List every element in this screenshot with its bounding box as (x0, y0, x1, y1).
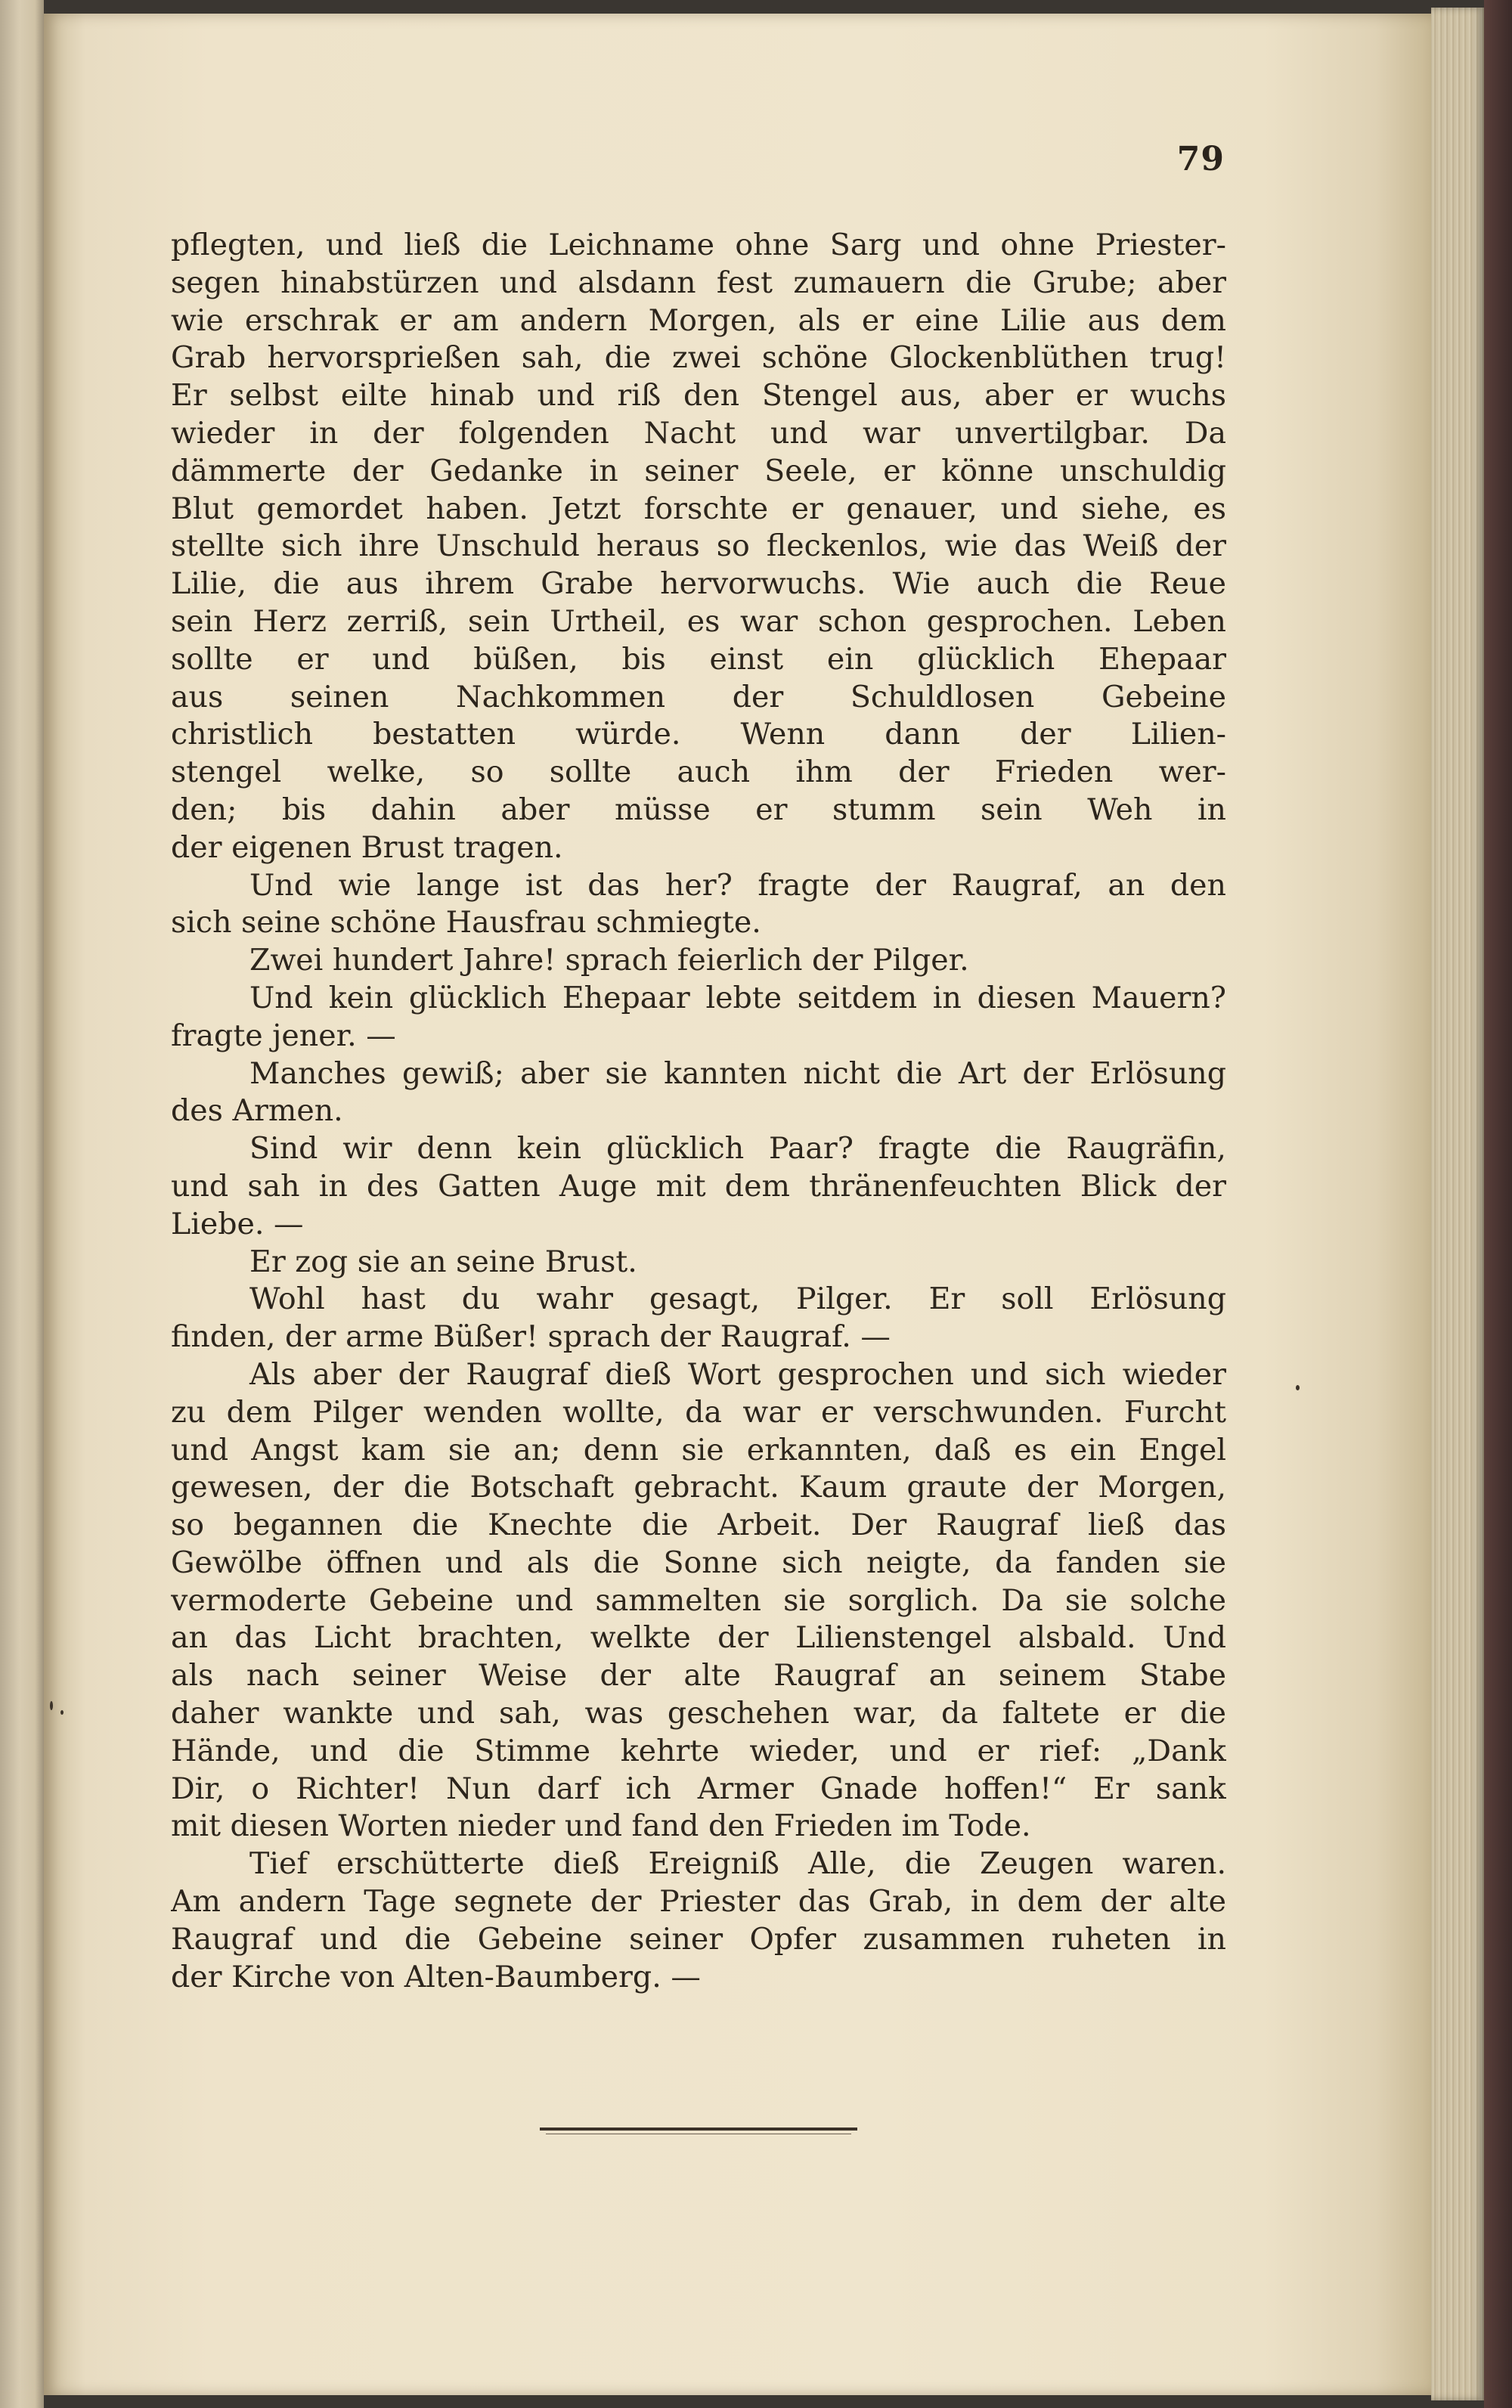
text-line: mit diesen Worten nieder und fand den Frieden im Tode. (171, 1808, 1031, 1844)
text-line: Zwei hundert Jahre! sprach feierlich der Pilger. (249, 943, 969, 978)
text-line: den; bis dahin aber müsse er stumm sein Weh in (171, 792, 1226, 827)
text-line: Am andern Tage segnete der Priester das Grab, in dem der alte (171, 1884, 1226, 1920)
text-line: der Kirche von Alten-Baumberg. — (171, 1959, 701, 1994)
text-line: sein Herz zerriß, sein Urtheil, es war schon gesprochen. Leben (171, 603, 1226, 639)
text-line: und sah in des Gatten Auge mit dem thränenfeuchten Blick der (171, 1168, 1226, 1204)
text-line: Blut gemordet haben. Jetzt forschte er genauer, und siehe, es (171, 491, 1226, 526)
text-line: sollte er und büßen, bis einst ein glücklich Ehepaar (171, 641, 1226, 677)
text-line: segen hinabstürzen und alsdann fest zumauern die Grube; aber (171, 265, 1226, 300)
text-line: Als aber der Raugraf dieß Wort gesprochen und sich wieder (249, 1356, 1226, 1392)
text-line: wie erschrak er am andern Morgen, als er eine Lilie aus dem (171, 302, 1226, 338)
text-line: Grab hervorsprießen sah, die zwei schöne Glockenblüthen trug! (171, 340, 1226, 376)
text-line: als nach seiner Weise der alte Raugraf an seinem Stabe (171, 1658, 1226, 1694)
text-line: stellte sich ihre Unschuld heraus so fleckenlos, wie das Weiß der (171, 528, 1226, 564)
text-line: Liebe. — (171, 1206, 304, 1241)
text-line: christlich bestatten würde. Wenn dann der Lilien- (171, 717, 1226, 752)
text-line: Er selbst eilte hinab und riß den Stengel aus, aber er wuchs (171, 378, 1226, 414)
paper-speck (50, 1701, 53, 1710)
previous-page-edge (0, 0, 44, 2408)
text-line: Lilie, die aus ihrem Grabe hervorwuchs. Wie auch die Reue (171, 566, 1226, 602)
page-number: 79 (1176, 140, 1225, 178)
text-line: dämmerte der Gedanke in seiner Seele, er könne unschuldig (171, 453, 1226, 488)
text-line: Sind wir denn kein glücklich Paar? fragte die Raugräfin, (249, 1131, 1226, 1167)
text-line: Tief erschütterte dieß Ereigniß Alle, die Zeugen waren. (249, 1846, 1226, 1882)
text-line: an das Licht brachten, welkte der Lilienstengel alsbald. Und (171, 1620, 1226, 1656)
text-line: finden, der arme Büßer! sprach der Raugraf. — (171, 1319, 891, 1355)
text-line: Und wie lange ist das her? fragte der Raugraf, an den (249, 867, 1226, 903)
text-line: gewesen, der die Botschaft gebracht. Kaum graute der Morgen, (171, 1470, 1226, 1505)
text-line: pflegten, und ließ die Leichname ohne Sarg und ohne Priester- (171, 228, 1226, 262)
text-line: sich seine schöne Hausfrau schmiegte. (171, 905, 761, 941)
paper-speck (60, 1710, 64, 1715)
text-line: und Angst kam sie an; denn sie erkannten, daß es ein Engel (171, 1432, 1226, 1467)
text-line: Er zog sie an seine Brust. (249, 1244, 637, 1279)
text-line: der eigenen Brust tragen. (171, 829, 563, 865)
text-line: Hände, und die Stimme kehrte wieder, und er rief: „Dank (171, 1733, 1226, 1768)
text-line: stengel welke, so sollte auch ihm der Frieden wer- (171, 755, 1226, 790)
page-block-edge (1431, 8, 1484, 2400)
text-line: Wohl hast du wahr gesagt, Pilger. Er soll Erlösung (249, 1281, 1226, 1317)
text-line: Gewölbe öffnen und als die Sonne sich neigte, da fanden sie (171, 1545, 1226, 1580)
book-cover-edge (1484, 0, 1512, 2408)
text-line: so begannen die Knechte die Arbeit. Der Raugraf ließ das (171, 1508, 1226, 1543)
text-line: vermoderte Gebeine und sammelten sie sorglich. Da sie solche (171, 1582, 1226, 1618)
text-line: Manches gewiß; aber sie kannten nicht die Art der Erlösung (249, 1055, 1226, 1091)
text-line: zu dem Pilger wenden wollte, da war er verschwunden. Furcht (171, 1394, 1226, 1430)
text-line: Und kein glücklich Ehepaar lebte seitdem in diesen Mauern? (249, 980, 1226, 1015)
text-line: des Armen. (171, 1093, 343, 1129)
text-line: Dir, o Richter! Nun darf ich Armer Gnade hoffen!“ Er sank (171, 1771, 1226, 1806)
text-line: fragte jener. — (171, 1018, 396, 1053)
text-line: daher wankte und sah, was geschehen war, da faltete er die (171, 1696, 1226, 1731)
paper-speck (1296, 1385, 1300, 1390)
text-line: aus seinen Nachkommen der Schuldlosen Gebeine (171, 679, 1226, 714)
text-line: Raugraf und die Gebeine seiner Opfer zusammen ruheten in (171, 1921, 1226, 1957)
text-line: wieder in der folgenden Nacht und war unvertilgbar. Da (171, 415, 1226, 451)
end-rule-divider (540, 2128, 857, 2131)
body-text (171, 227, 1226, 1996)
